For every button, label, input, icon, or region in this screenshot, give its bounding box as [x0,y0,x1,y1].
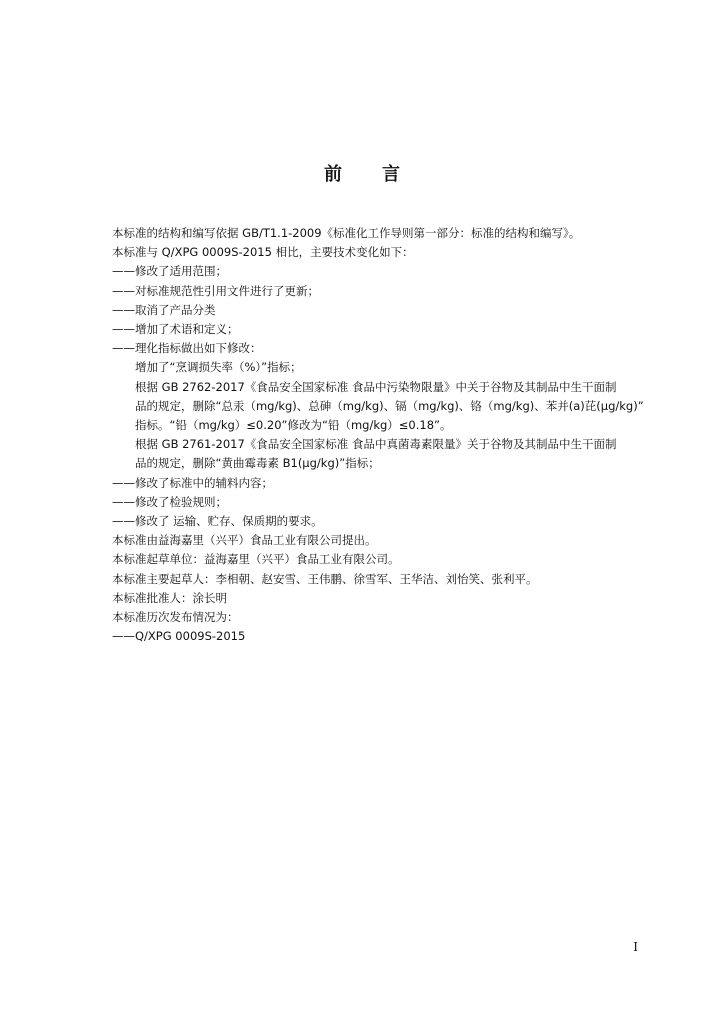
sub-item-continued: 品的规定，删除“总汞（mg/kg)、总砷（mg/kg)、镉（mg/kg)、铬（mg/kg)、苯并(a)芘(μg/kg)” [135,398,644,413]
list-item: ——增加了术语和定义； [112,322,239,337]
paragraph-drafting-unit: 本标准起草单位：益海嘉里（兴平）食品工业有限公司。 [112,552,400,567]
sub-item: 根据 GB 2762-2017《食品安全国家标准 食品中污染物限量》中关于谷物及其制品中生干面制 [135,379,617,394]
list-item: ——修改了 运输、贮存、保质期的要求。 [112,514,323,529]
page-title-char-1: 前 [324,164,342,185]
list-item: ——Q/XPG 0009S-2015 [112,629,246,644]
page-number: I [633,940,638,954]
paragraph-proposer: 本标准由益海嘉里（兴平）食品工业有限公司提出。 [112,533,377,548]
paragraph-drafters: 本标准主要起草人：李相朝、赵安雪、王伟鹏、徐雪军、王华洁、刘怡笑、张利平。 [112,571,538,586]
sub-item: 增加了“烹调损失率（%）”指标； [135,360,302,375]
paragraph-changes-intro: 本标准与 Q/XPG 0009S-2015 相比，主要技术变化如下： [112,245,414,260]
paragraph-release-history: 本标准历次发布情况为： [112,610,239,625]
sub-item-continued: 品的规定，删除“黄曲霉毒素 B1(μg/kg)”指标； [135,456,380,471]
page-title-char-2: 言 [382,164,400,185]
sub-item: 根据 GB 2761-2017《食品安全国家标准 食品中真菌毒素限量》关于谷物及其制品中生干面制 [135,437,617,452]
paragraph-structure-basis: 本标准的结构和编写依据 GB/T1.1-2009《标准化工作导则第一部分：标准的结构和编写》。 [112,226,581,240]
foreword-body [112,224,657,646]
list-item: ——取消了产品分类 [112,302,216,317]
list-item: ——对标准规范性引用文件进行了更新； [112,283,319,298]
sub-item-continued: 指标。“铅（mg/kg）≤0.20”修改为“铅（mg/kg）≤0.18”。 [135,418,452,433]
paragraph-approver: 本标准批准人：涂长明 [112,590,227,605]
list-item: ——修改了适用范围； [112,264,227,279]
list-item: ——理化指标做出如下修改： [112,341,262,356]
page-title [0,160,724,186]
list-item: ——修改了检验规则； [112,494,227,509]
list-item: ——修改了标准中的辅料内容； [112,475,273,490]
